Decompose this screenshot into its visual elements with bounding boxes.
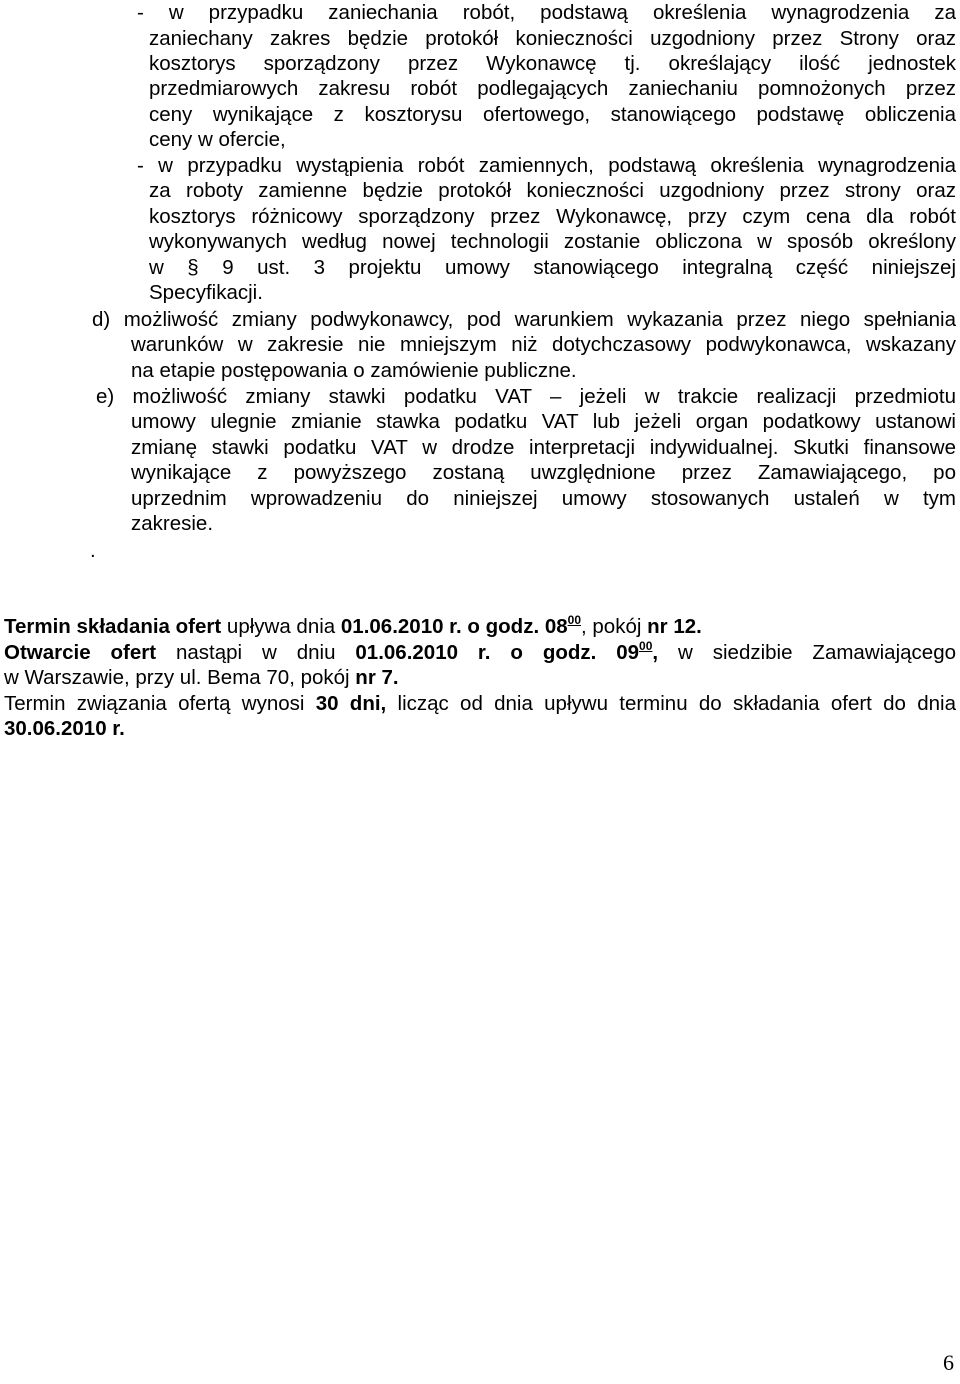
opening-room: nr 7. [355,666,399,689]
text-line: warunków w zakresie nie mniejszym niż dotychczasowy podwykonawca, wskazany [131,333,956,356]
text-line: uprzednim wprowadzeniu do niniejszej umowy stosowanych ustaleń w tym [131,487,956,510]
text-line: wynikające z powyższego zostaną uwzględnione przez Zamawiającego, po [131,461,956,484]
opening-location-line [4,665,399,691]
text-span: , [652,641,659,664]
text-line: kosztorys różnicowy sporządzony przez Wykonawcę, przy czym cena dla robót [149,205,956,228]
text-line: zaniechany zakres będzie protokół konieczności uzgodniony przez Strony oraz [149,27,956,50]
text-span: licząc od dnia upływu terminu do składania ofert do dnia [386,692,956,715]
text-line: na etapie postępowania o zamówienie publiczne. [131,359,577,382]
text-span: nastąpi w dniu [156,641,356,664]
binding-period-line [4,691,956,717]
text-line: kosztorys sporządzony przez Wykonawcę tj. określający ilość jednostek [149,52,956,75]
text-line: e) możliwość zmiany stawki podatku VAT – jeżeli w trakcie realizacji przedmiotu [96,385,956,408]
text-span: , pokój [581,615,648,638]
text-line: wykonywanych według nowej technologii zostanie obliczona w sposób określony [149,230,956,253]
text-line: zmianę stawki podatku VAT w drodze interpretacji indywidualnej. Skutki finansowe [131,436,956,459]
text-span: w Warszawie, przy ul. Bema 70, pokój [4,666,356,689]
text-line: Specyfikacji. [149,281,263,304]
submission-minutes: 00 [567,613,582,627]
text-span: upływa dnia [221,615,341,638]
text-line: umowy ulegnie zmianie stawka podatku VAT lub jeżeli organ podatkowy ustanowi [131,410,956,433]
text-line: - w przypadku zaniechania robót, podstawą określenia wynagrodzenia za [137,1,956,24]
opening-minutes: 00 [639,639,653,653]
text-line: ceny w ofercie, [149,128,286,151]
opening-label: Otwarcie ofert [4,641,157,664]
stray-dot: . [90,539,96,562]
submission-label: Termin składania ofert [4,615,222,638]
text-line: za roboty zamienne będzie protokół konieczności uzgodniony przez strony oraz [149,179,956,202]
text-line: - w przypadku wystąpienia robót zamiennych, podstawą określenia wynagrodzenia [137,154,956,177]
submission-room: nr 12. [647,615,702,638]
submission-date: 01.06.2010 r. o godz. 08 [340,615,568,638]
submission-deadline-line [4,614,702,640]
text-line: w § 9 ust. 3 projektu umowy stanowiącego integralną część niniejszej [149,256,956,279]
binding-days: 30 dni, [315,692,387,715]
opening-line [4,640,956,666]
page-number: 6 [943,1350,954,1375]
text-line: przedmiarowych zakresu robót podlegających zaniechaniu pomnożonych przez [149,77,956,100]
text-line: d) możliwość zmiany podwykonawcy, pod warunkiem wykazania przez niego spełniania [92,308,956,331]
text-line: ceny wynikające z kosztorysu ofertowego, stanowiącego podstawę obliczenia [149,103,956,126]
text-line: zakresie. [131,512,214,535]
binding-end-date: 30.06.2010 r. [4,717,125,740]
text-span: Termin związania ofertą wynosi [4,692,316,715]
opening-date: 01.06.2010 r. o godz. 09 [355,641,640,664]
text-span: w siedzibie Zamawiającego [658,641,956,664]
